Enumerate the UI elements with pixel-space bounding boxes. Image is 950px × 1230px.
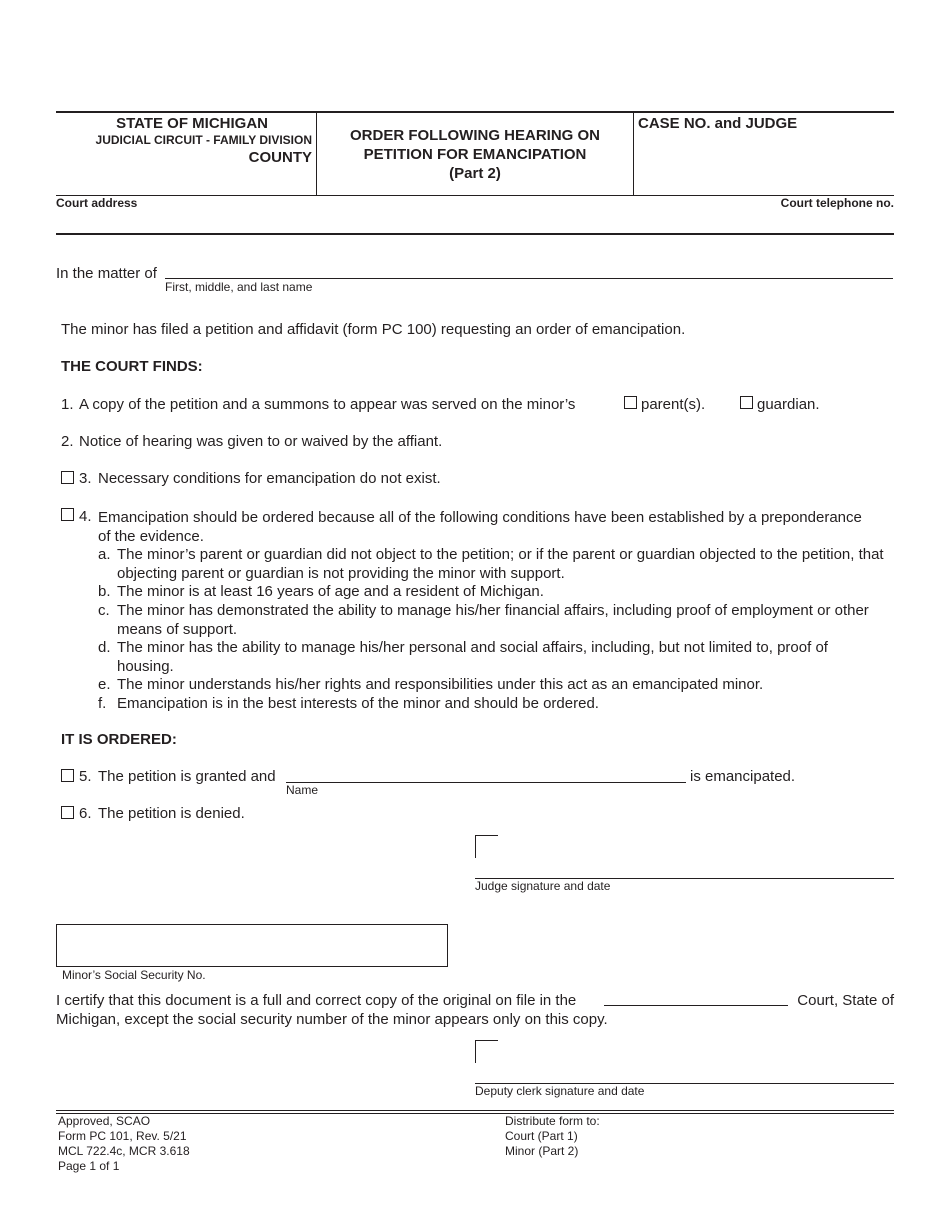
ssn-caption: Minor’s Social Security No. [62,968,206,982]
finding-4-line2: of the evidence. [98,528,204,545]
court-address-label: Court address [56,196,138,210]
court-address-field[interactable] [56,212,894,232]
footer-form-number: Form PC 101, Rev. 5/21 [58,1129,187,1143]
finding-4-checkbox[interactable] [61,508,74,521]
form-title-line1: ORDER FOLLOWING HEARING ON [350,127,600,144]
order-6-number: 6. [79,805,92,822]
distribute-court: Court (Part 1) [505,1129,578,1143]
condition-text: The minor understands his/her rights and responsibilities under this act as an emancipated minor. [117,676,764,693]
judge-signature-caption: Judge signature and date [475,879,611,893]
footer-right [505,1114,600,1159]
order-5-suffix: is emancipated. [690,768,796,785]
certify-court-line [604,1005,788,1006]
header-address-rule [56,233,894,235]
distribute-label: Distribute form to: [505,1114,600,1128]
condition-text: The minor is at least 16 years of age and a resident of Michigan. [117,583,544,600]
condition-letter: a. [98,546,111,563]
case-no-field[interactable] [636,134,892,192]
footer-statute: MCL 722.4c, MCR 3.618 [58,1144,190,1158]
ssn-field[interactable] [56,924,448,967]
emancipated-name-caption: Name [286,783,319,797]
condition-text: The minor’s parent or guardian did not object to the petition; or if the parent or guardian objected to the petition, that objecting parent or guardian is not providing the minor with support. [117,546,884,582]
deputy-signature-caption: Deputy clerk signature and date [475,1084,645,1098]
header-top-rule [56,111,894,113]
finding-4-line1: Emancipation should be ordered because all of the following conditions have been established by a preponderance [98,509,862,526]
condition-text: The minor has the ability to manage his/her personal and social affairs, including, but not limited to, proof of housing. [117,639,828,675]
court-identity [56,115,312,167]
order-heading: IT IS ORDERED: [61,731,177,748]
condition-text: Emancipation is in the best interests of the minor and should be ordered. [117,695,599,712]
condition-e [98,675,898,694]
condition-letter: e. [98,676,111,693]
emancipated-name-line [286,782,686,783]
form-title-line2: PETITION FOR EMANCIPATION [363,146,587,163]
condition-f [98,694,898,713]
finding-3-text: Necessary conditions for emancipation do not exist. [98,470,441,487]
emancipated-name-field[interactable] [287,766,685,782]
judge-signature-field[interactable] [475,840,894,878]
footer-page-number: Page 1 of 1 [58,1159,120,1173]
finding-1-number: 1. [61,396,74,413]
minor-name-line [165,278,893,279]
header-divider-right [633,112,634,196]
order-6-checkbox[interactable] [61,806,74,819]
finding-3-number: 3. [79,470,92,487]
form-title-line3: (Part 2) [449,165,501,182]
condition-c [98,601,898,639]
condition-letter: c. [98,602,110,619]
parents-label: parent(s). [641,396,706,413]
order-6-text: The petition is denied. [98,805,245,822]
matter-label: In the matter of [56,265,157,282]
intro-text: The minor has filed a petition and affidavit (form PC 100) requesting an order of emancipation. [61,321,686,338]
footer-approval: Approved, SCAO [58,1114,151,1128]
header-bottom-rule [56,195,894,196]
circuit-name: JUDICIAL CIRCUIT - FAMILY DIVISION [95,133,312,147]
condition-letter: f. [98,695,107,712]
finding-1-text: A copy of the petition and a summons to appear was served on the minor’s [79,396,576,413]
minor-name-field[interactable] [166,262,892,278]
order-5-text: The petition is granted and [98,768,276,785]
court-phone-label: Court telephone no. [780,196,894,210]
condition-text: The minor has demonstrated the ability to manage his/her financial affairs, including proof of employment or other means of support. [117,602,869,638]
guardian-label: guardian. [757,396,820,413]
county-label: COUNTY [248,149,312,166]
condition-d [98,638,898,676]
certify-text-part1: I certify that this document is a full and correct copy of the original on file in the [56,992,577,1009]
certify-text-line2: Michigan, except the social security number of the minor appears only on this copy. [56,1011,608,1028]
parents-checkbox[interactable] [624,396,637,409]
certify-court-field[interactable] [605,990,787,1005]
condition-a [98,545,898,583]
certify-text-part2: Court, State of [797,992,894,1009]
findings-heading: THE COURT FINDS: [61,358,203,375]
finding-2-number: 2. [61,433,74,450]
finding-3-checkbox[interactable] [61,471,74,484]
order-5-number: 5. [79,768,92,785]
condition-letter: b. [98,583,111,600]
finding-2-text: Notice of hearing was given to or waived by the affiant. [79,433,443,450]
minor-name-caption: First, middle, and last name [165,280,313,294]
order-5-checkbox[interactable] [61,769,74,782]
condition-b [98,582,898,601]
distribute-minor: Minor (Part 2) [505,1144,579,1158]
case-no-label: CASE NO. and JUDGE [638,115,798,132]
finding-4-text [98,508,862,546]
guardian-checkbox[interactable] [740,396,753,409]
finding-4-number: 4. [79,508,92,525]
state-name: STATE OF MICHIGAN [116,115,268,132]
footer-left [58,1114,190,1174]
footer-rule-top [56,1110,894,1111]
condition-letter: d. [98,639,111,656]
deputy-signature-field[interactable] [475,1045,894,1083]
form-title [317,126,633,183]
